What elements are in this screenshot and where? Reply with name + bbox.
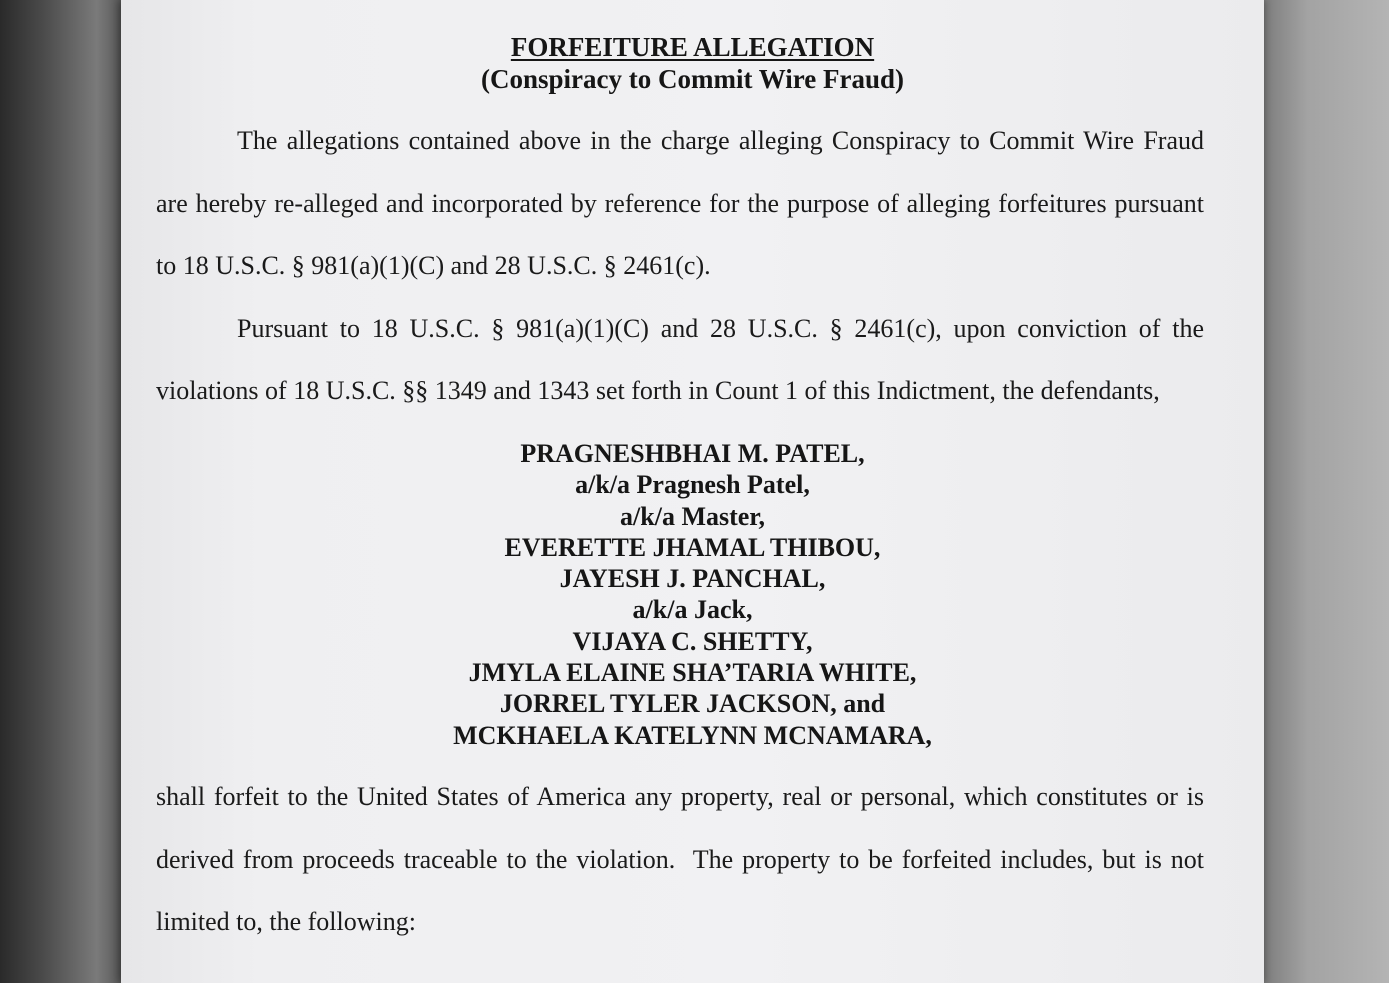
- defendant-line: JAYESH J. PANCHAL,: [559, 564, 826, 594]
- defendant-line: VIJAYA C. SHETTY,: [572, 626, 813, 656]
- section-subtitle: (Conspiracy to Commit Wire Fraud): [481, 64, 904, 94]
- paragraph-2-line-2: violations of 18 U.S.C. §§ 1349 and 1343 set forth in Count 1 of this Indictment, the defendants,: [156, 376, 1160, 405]
- background-left: [0, 0, 121, 983]
- defendant-line: PRAGNESHBHAI M. PATEL,: [520, 439, 865, 468]
- section-title: FORFEITURE ALLEGATION: [510, 32, 875, 62]
- paragraph-1-line-2: are hereby re-alleged and incorporated by reference for the purpose of alleging forfeitures pursuant: [156, 189, 1204, 218]
- paragraph-1-line-1: The allegations contained above in the charge alleging Conspiracy to Commit Wire Fraud: [237, 126, 1204, 155]
- background-right: [1264, 0, 1389, 983]
- paragraph-2-line-1: Pursuant to 18 U.S.C. § 981(a)(1)(C) and 28 U.S.C. § 2461(c), upon conviction of the: [237, 314, 1204, 343]
- defendant-line: a/k/a Master,: [620, 501, 765, 531]
- defendant-line: a/k/a Pragnesh Patel,: [575, 470, 810, 500]
- document-page: [121, 0, 1264, 983]
- paragraph-3-line-2: derived from proceeds traceable to the violation. The property to be forfeited includes, but is not: [156, 845, 1204, 874]
- defendants-list: [121, 438, 1264, 751]
- paragraph-1-line-3: to 18 U.S.C. § 981(a)(1)(C) and 28 U.S.C. § 2461(c).: [156, 251, 711, 280]
- paragraph-3-line-3: limited to, the following:: [156, 907, 416, 936]
- defendant-line: JMYLA ELAINE SHA’TARIA WHITE,: [468, 658, 917, 688]
- defendant-line: JORREL TYLER JACKSON, and: [499, 689, 886, 719]
- defendant-line: EVERETTE JHAMAL THIBOU,: [504, 532, 881, 562]
- defendant-line: a/k/a Jack,: [632, 595, 753, 625]
- defendant-line: MCKHAELA KATELYNN MCNAMARA,: [453, 720, 932, 750]
- paragraph-3-line-1: shall forfeit to the United States of America any property, real or personal, which constitutes or is: [156, 782, 1204, 811]
